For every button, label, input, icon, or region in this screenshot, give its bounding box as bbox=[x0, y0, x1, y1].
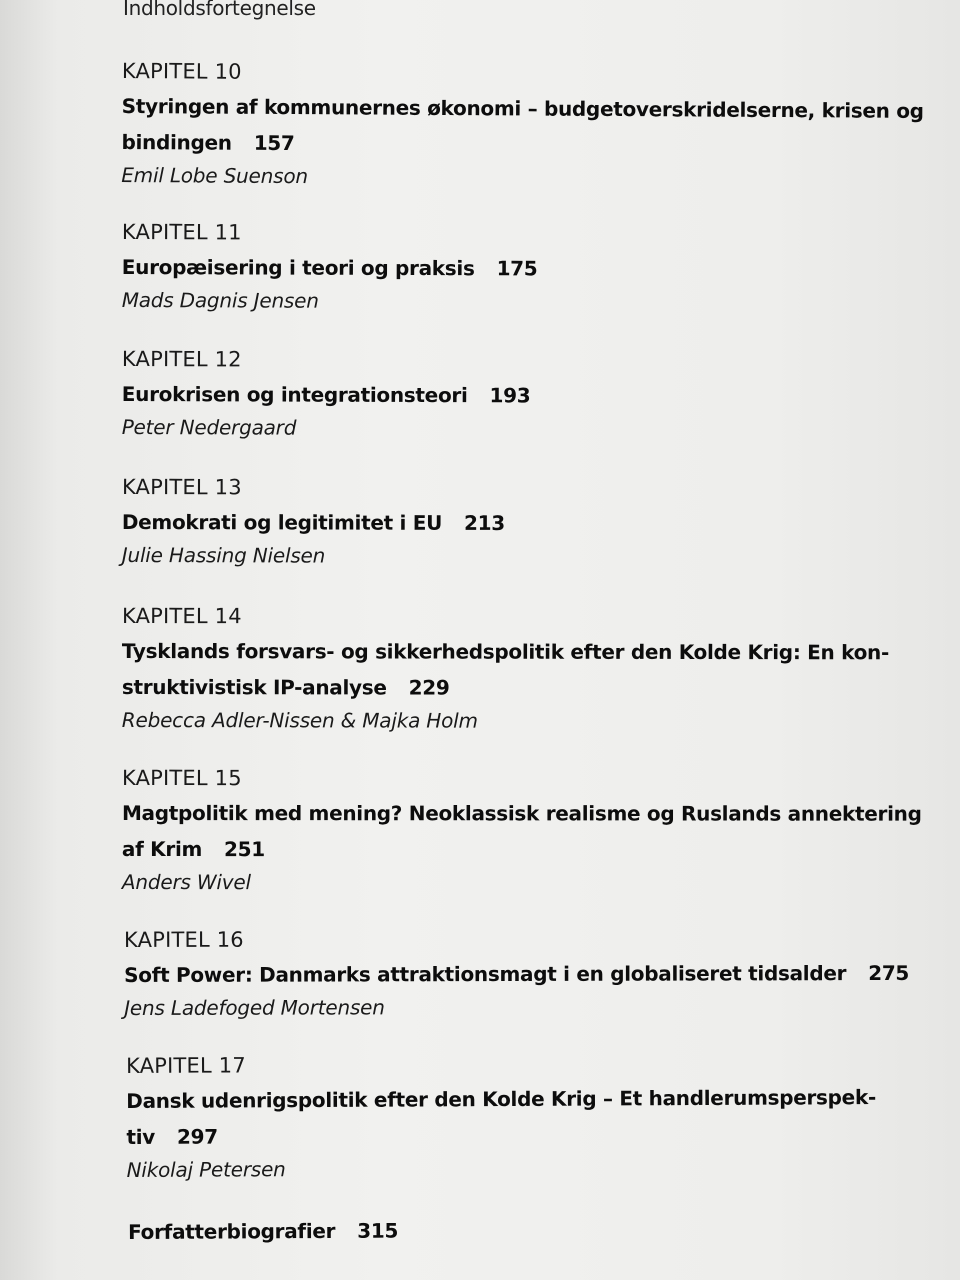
page-number: 213 bbox=[464, 510, 505, 536]
running-head: Indholdsfortegnelse bbox=[123, 0, 316, 20]
chapter-title-line: Eurokrisen og integrationsteori bbox=[121, 381, 468, 408]
chapter-title-line: Tysklands forsvars- og sikkerhedspolitik efter den Kolde Krig: En kon- bbox=[121, 638, 890, 665]
chapter-author: Anders Wivel bbox=[121, 869, 251, 895]
toc-entry-chapter-13 bbox=[122, 474, 882, 572]
chapter-label: KAPITEL 10 bbox=[121, 58, 242, 84]
page-number: 315 bbox=[357, 1218, 399, 1243]
chapter-title-line: bindingen bbox=[121, 129, 232, 155]
page-number: 275 bbox=[868, 960, 910, 986]
chapter-title bbox=[121, 633, 890, 706]
chapter-label: KAPITEL 12 bbox=[121, 347, 242, 372]
toc-entry-chapter-17 bbox=[126, 1049, 887, 1185]
toc-entry-chapter-10 bbox=[121, 58, 924, 195]
chapter-author: Jens Ladefoged Mortensen bbox=[124, 995, 385, 1020]
chapter-label: KAPITEL 11 bbox=[121, 220, 242, 245]
chapter-label: KAPITEL 17 bbox=[126, 1053, 246, 1078]
chapter-title-line: Dansk udenrigspolitik efter den Kolde Krig – Et handlerumsperspek- bbox=[126, 1085, 876, 1113]
chapter-title-line: af Krim bbox=[121, 837, 203, 862]
chapter-label: KAPITEL 13 bbox=[121, 475, 242, 500]
page-number: 297 bbox=[176, 1124, 218, 1149]
chapter-author: Peter Nedergaard bbox=[121, 414, 297, 440]
chapter-label: KAPITEL 15 bbox=[121, 766, 242, 791]
toc-entry-chapter-15 bbox=[121, 765, 922, 898]
chapter-author: Emil Lobe Suenson bbox=[121, 162, 308, 189]
chapter-title-line: Forfatterbiografier bbox=[128, 1218, 336, 1244]
page-number: 157 bbox=[253, 130, 295, 156]
chapter-author: Mads Dagnis Jensen bbox=[121, 287, 319, 313]
chapter-label: KAPITEL 14 bbox=[121, 604, 242, 629]
chapter-title-line: Styringen af kommunernes økonomi – budgetoverskridelserne, krisen og bbox=[121, 93, 924, 123]
chapter-author: Julie Hassing Nielsen bbox=[121, 542, 326, 568]
chapter-title bbox=[122, 504, 882, 542]
chapter-title-line: Soft Power: Danmarks attraktionsmagt i en globaliseret tidsalder bbox=[124, 961, 847, 987]
page-number: 229 bbox=[408, 675, 450, 700]
toc-entry-chapter-11 bbox=[122, 219, 882, 318]
page-number: 251 bbox=[224, 837, 265, 862]
chapter-title-line: Europæisering i teori og praksis bbox=[121, 254, 475, 281]
toc-entry-author-biographies bbox=[128, 1210, 888, 1250]
toc-entry-chapter-16 bbox=[124, 925, 910, 1023]
chapter-author: Nikolaj Petersen bbox=[126, 1157, 286, 1182]
chapter-title bbox=[122, 249, 882, 288]
chapter-title bbox=[126, 1079, 886, 1155]
chapter-label: KAPITEL 16 bbox=[124, 927, 244, 952]
page-number: 175 bbox=[496, 256, 538, 281]
chapter-author: Rebecca Adler-Nissen & Majka Holm bbox=[121, 707, 478, 733]
toc-entry-chapter-12 bbox=[122, 346, 882, 445]
chapter-title bbox=[121, 795, 922, 868]
chapter-title-line: Magtpolitik med mening? Neoklassisk realisme og Ruslands annektering bbox=[121, 801, 922, 826]
chapter-title bbox=[128, 1210, 888, 1250]
chapter-title bbox=[122, 376, 882, 415]
chapter-title-line: Demokrati og legitimitet i EU bbox=[121, 509, 443, 535]
toc-entry-chapter-14 bbox=[121, 603, 890, 736]
chapter-title-line: struktivistisk IP-analyse bbox=[121, 674, 387, 700]
chapter-title-line: tiv bbox=[126, 1124, 156, 1149]
page-number: 193 bbox=[489, 383, 531, 408]
chapter-title bbox=[121, 88, 924, 165]
chapter-title bbox=[124, 955, 910, 993]
